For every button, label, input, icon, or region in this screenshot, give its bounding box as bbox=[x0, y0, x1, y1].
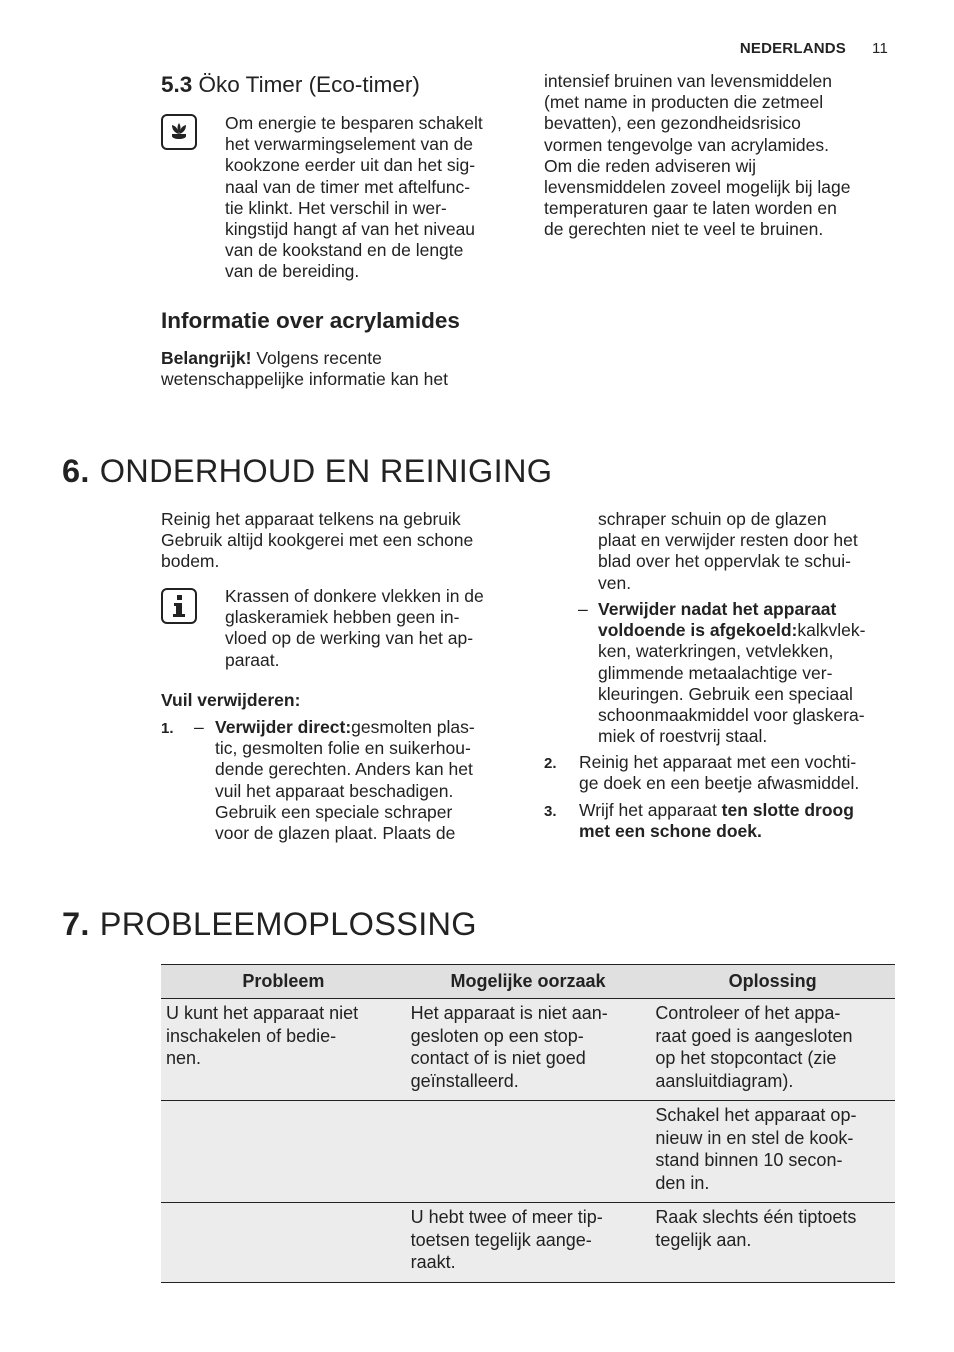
info-note-text bbox=[225, 586, 525, 671]
bold-label: met een schone doek. bbox=[579, 821, 762, 842]
column-header: Mogelijke oorzaak bbox=[406, 965, 651, 999]
text-line: ven. bbox=[598, 572, 632, 593]
cell-line: Raak slechts één tiptoets bbox=[655, 1207, 857, 1227]
text-line bbox=[598, 599, 908, 620]
text-line: bodem. bbox=[161, 551, 220, 572]
troubleshooting-table bbox=[161, 964, 895, 1283]
cell-line: op het stopcontact (zie bbox=[655, 1048, 837, 1068]
bold-label: Verwijder direct: bbox=[215, 717, 352, 737]
table-cell-oplossing bbox=[650, 1101, 895, 1203]
table-cell-oplossing bbox=[650, 999, 895, 1101]
cell-line: den in. bbox=[655, 1172, 710, 1193]
acrylamides-text-left bbox=[161, 348, 521, 390]
text-line: vormen tengevolge van acrylamides. bbox=[544, 134, 830, 155]
table-cell-oorzaak bbox=[406, 1203, 651, 1283]
cell-line: U kunt het apparaat niet bbox=[166, 1003, 359, 1023]
bold-label: Verwijder nadat het apparaat bbox=[598, 599, 837, 619]
important-label: Belangrijk! bbox=[161, 348, 252, 368]
text-line: dende gerechten. Anders kan het bbox=[215, 759, 473, 780]
step-number: 3. bbox=[544, 803, 557, 820]
cell-line: Controleer of het appa- bbox=[655, 1003, 841, 1023]
text-line: glaskeramiek hebben geen in- bbox=[225, 607, 460, 628]
cell-line: stand binnen 10 secon- bbox=[655, 1150, 843, 1170]
cell-line: gesloten op een stop- bbox=[410, 1025, 584, 1046]
section-title: Öko Timer (Eco-timer) bbox=[198, 72, 420, 97]
section-number: 5.3 bbox=[161, 72, 193, 97]
eco-leaf-icon bbox=[161, 114, 197, 150]
text-span: gesmolten plas- bbox=[351, 717, 475, 737]
vuil-heading: Vuil verwijderen: bbox=[161, 690, 301, 710]
cell-line: inschakelen of bedie- bbox=[166, 1025, 337, 1046]
chapter-title: ONDERHOUD EN REINIGING bbox=[99, 453, 553, 489]
text-line: Krassen of donkere vlekken in de bbox=[225, 586, 484, 606]
cell-line: contact of is niet goed bbox=[410, 1048, 586, 1068]
text-span: kalkvlek- bbox=[797, 620, 866, 641]
dash-bullet: – bbox=[578, 599, 588, 619]
step-number: 2. bbox=[544, 755, 557, 772]
chapter-number: 6. bbox=[62, 453, 90, 489]
text-line: tic, gesmolten folie en suikerhou- bbox=[215, 738, 471, 759]
text-line: kingstijd hangt af van het niveau bbox=[225, 219, 476, 240]
text-line: intensief bruinen van levensmiddelen bbox=[544, 71, 832, 91]
dash-bullet: – bbox=[194, 717, 204, 737]
cell-line: nen. bbox=[166, 1048, 202, 1068]
text-span: Wrijf het apparaat bbox=[579, 800, 722, 820]
cell-line: U hebt twee of meer tip- bbox=[410, 1207, 603, 1227]
step-2-text bbox=[579, 752, 909, 794]
table-cell-probleem bbox=[161, 1101, 406, 1203]
text-line: schoonmaakmiddel voor glaskera- bbox=[598, 705, 865, 726]
text-span: Volgens recente bbox=[251, 348, 382, 368]
text-line: levensmiddelen zoveel mogelijk bij lage bbox=[544, 177, 851, 198]
cell-line: raat goed is aangesloten bbox=[655, 1025, 853, 1046]
step-1a-text bbox=[215, 717, 525, 844]
section-5-3-heading bbox=[161, 71, 420, 99]
table-row bbox=[161, 1101, 895, 1203]
table-cell-oorzaak bbox=[406, 999, 651, 1101]
text-line: naal van de timer met aftelfunc- bbox=[225, 176, 471, 197]
page-number: 11 bbox=[872, 40, 888, 57]
table-row bbox=[161, 999, 895, 1101]
table-cell-oplossing bbox=[650, 1203, 895, 1283]
text-line: Om die reden adviseren wij bbox=[544, 155, 757, 176]
header-language: NEDERLANDS bbox=[739, 40, 847, 57]
text-line: van de kookstand en de lengte bbox=[225, 240, 464, 261]
text-line: het verwarmingselement van de bbox=[225, 134, 474, 155]
text-line: voor de glazen plaat. Plaats de bbox=[215, 823, 456, 844]
text-line: vuil het apparaat beschadigen. bbox=[215, 780, 454, 801]
info-icon bbox=[161, 588, 197, 624]
step-1a-continued bbox=[598, 509, 908, 594]
chapter-6-heading bbox=[62, 451, 552, 491]
table-cell-probleem bbox=[161, 1203, 406, 1283]
text-line: de gerechten niet te veel te bruinen. bbox=[544, 219, 824, 240]
text-line: vloed op de werking van het ap- bbox=[225, 628, 474, 649]
text-line: Gebruik een speciale schraper bbox=[215, 801, 453, 822]
text-line: paraat. bbox=[225, 649, 280, 670]
chapter-title: PROBLEEMOPLOSSING bbox=[99, 906, 477, 942]
cell-line: toetsen tegelijk aange- bbox=[410, 1229, 592, 1250]
step-number: 1. bbox=[161, 720, 174, 737]
cell-line: geïnstalleerd. bbox=[410, 1070, 519, 1091]
text-line: kleuringen. Gebruik een speciaal bbox=[598, 683, 853, 704]
text-line: Reinig het apparaat telkens na gebruik bbox=[161, 509, 461, 529]
acrylamides-heading: Informatie over acrylamides bbox=[161, 308, 460, 333]
table-cell-probleem bbox=[161, 999, 406, 1101]
chapter-number: 7. bbox=[62, 906, 90, 942]
text-line bbox=[161, 348, 521, 369]
text-line: plaat en verwijder resten door het bbox=[598, 530, 858, 551]
text-line bbox=[598, 620, 908, 641]
bold-label: ten slotte droog bbox=[721, 800, 854, 820]
text-line bbox=[579, 821, 909, 842]
table-cell-oorzaak bbox=[406, 1101, 651, 1203]
text-line bbox=[579, 800, 909, 821]
text-line: wetenschappelijke informatie kan het bbox=[161, 369, 448, 390]
eco-timer-text bbox=[225, 113, 525, 283]
table-row bbox=[161, 1203, 895, 1283]
text-line: temperaturen gaar te laten worden en bbox=[544, 198, 837, 219]
column-header: Probleem bbox=[161, 965, 406, 999]
step-1b-text bbox=[598, 599, 908, 747]
text-line: miek of roestvrij staal. bbox=[598, 726, 768, 747]
text-line: tie klinkt. Het verschil in wer- bbox=[225, 197, 447, 218]
step-3-text bbox=[579, 800, 909, 842]
text-line: blad over het oppervlak te schui- bbox=[598, 551, 851, 572]
cell-line: raakt. bbox=[410, 1252, 456, 1272]
text-line: (met name in producten die zetmeel bbox=[544, 92, 824, 113]
acrylamides-text-right bbox=[544, 71, 904, 241]
chapter-7-heading bbox=[62, 904, 477, 944]
text-line: schraper schuin op de glazen bbox=[598, 509, 827, 529]
cell-line: nieuw in en stel de kook- bbox=[655, 1127, 854, 1148]
page-header bbox=[740, 38, 888, 59]
text-line: Gebruik altijd kookgerei met een schone bbox=[161, 530, 474, 551]
text-line: ken, waterkringen, vetvlekken, bbox=[598, 641, 834, 662]
bold-label: voldoende is afgekoeld: bbox=[598, 620, 798, 641]
text-line bbox=[215, 717, 525, 738]
text-line: Om energie te besparen schakelt bbox=[225, 113, 483, 133]
text-line: glimmende metaalachtige ver- bbox=[598, 662, 833, 683]
cleaning-intro bbox=[161, 509, 531, 573]
cell-line: Schakel het apparaat op- bbox=[655, 1105, 857, 1125]
text-line: kookzone eerder uit dan het sig- bbox=[225, 155, 476, 176]
text-line: bevatten), een gezondheidsrisico bbox=[544, 113, 801, 134]
cell-line: Het apparaat is niet aan- bbox=[410, 1003, 608, 1023]
cell-line: aansluitdiagram). bbox=[655, 1070, 794, 1091]
table-header-row bbox=[161, 965, 895, 999]
text-line: van de bereiding. bbox=[225, 261, 360, 282]
text-line: Reinig het apparaat met een vochti- bbox=[579, 752, 857, 772]
cell-line: tegelijk aan. bbox=[655, 1229, 752, 1250]
text-line: ge doek en een beetje afwasmiddel. bbox=[579, 773, 860, 794]
column-header: Oplossing bbox=[650, 965, 895, 999]
